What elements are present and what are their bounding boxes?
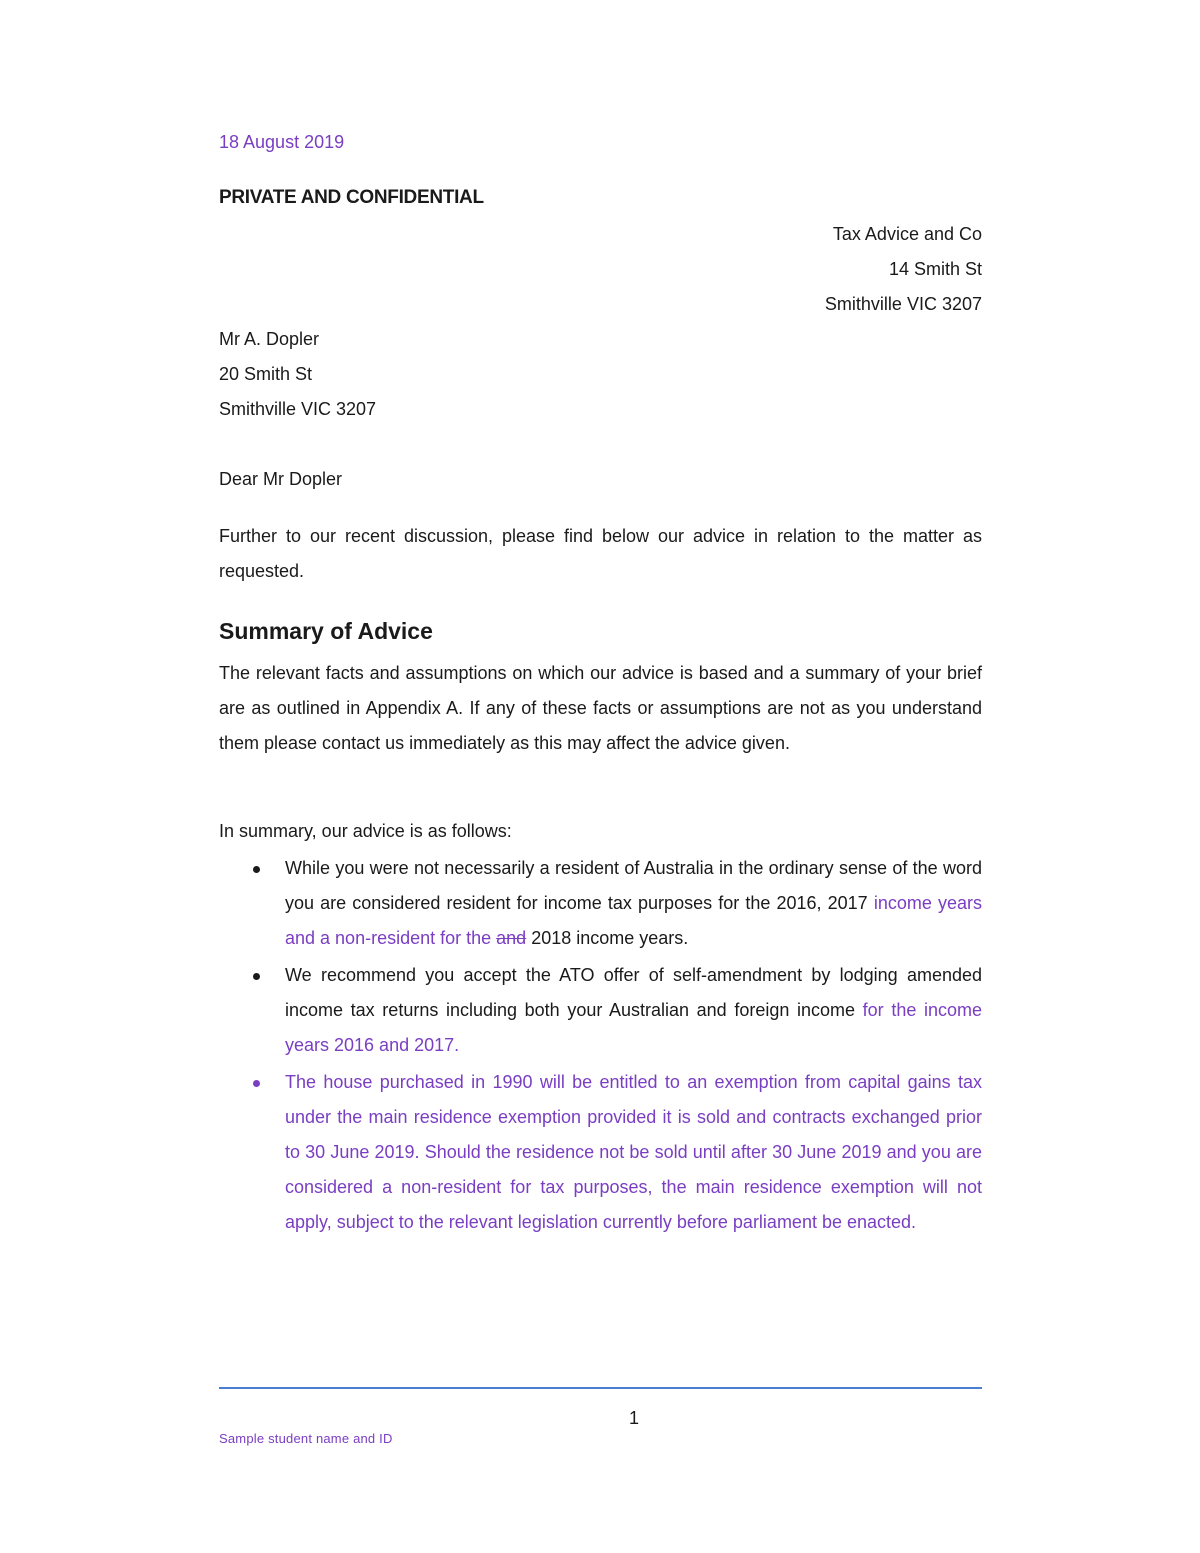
deleted-text: and — [496, 928, 527, 948]
footer-divider — [219, 1387, 982, 1389]
list-item — [219, 851, 982, 956]
recipient-street: 20 Smith St — [219, 364, 313, 384]
intro-paragraph: Further to our recent discussion, please find below our advice in relation to the matter as requested. — [219, 526, 982, 581]
bullet-text: 2018 income years. — [526, 928, 689, 948]
page-number: 1 — [628, 1408, 639, 1428]
bullet-text: While you were not necessarily a resident of Australia in the ordinary sense of the word you are considered resident for income tax purposes for the 2016, 2017 — [285, 858, 982, 913]
sender-city: Smithville VIC 3207 — [824, 294, 982, 314]
inserted-text: income years and a non-resident for the — [285, 893, 982, 948]
bullet-icon — [253, 973, 260, 980]
recipient-city: Smithville VIC 3207 — [219, 399, 377, 419]
confidential-label: PRIVATE AND CONFIDENTIAL — [219, 187, 484, 208]
recipient-address — [219, 322, 376, 427]
list-item — [219, 1065, 982, 1240]
in-summary-line: In summary, our advice is as follows: — [219, 821, 512, 841]
summary-heading: Summary of Advice — [219, 618, 433, 644]
inserted-text: for the income years 2016 and 2017. — [285, 1000, 982, 1055]
sender-address — [825, 217, 982, 322]
letter-date: 18 August 2019 — [219, 132, 345, 152]
inserted-text: The house purchased in 1990 will be entitled to an exemption from capital gains tax under the main residence exemption provided it is sold and contracts exchanged prior to 30 June 2019. Should the residence not be sold until after 30 June 2019 and you are considered a non-resident for tax purposes, the main residence exemption will not apply, subject to the relevant legislation currently before parliament be enacted. — [285, 1072, 982, 1232]
advice-list — [219, 851, 982, 1242]
letter-page — [219, 0, 982, 1553]
bullet-text: We recommend you accept the ATO offer of self-amendment by lodging amended income tax returns including both your Australian and foreign income — [285, 965, 982, 1020]
salutation: Dear Mr Dopler — [219, 469, 343, 489]
summary-paragraph: The relevant facts and assumptions on which our advice is based and a summary of your brief are as outlined in Appendix A. If any of these facts or assumptions are not as you understand them please contact us immediately as this may affect the advice given. — [219, 663, 982, 753]
list-item — [219, 958, 982, 1063]
bullet-icon — [253, 1080, 260, 1087]
recipient-name: Mr A. Dopler — [219, 329, 320, 349]
bullet-icon — [253, 866, 260, 873]
footer-student-label: Sample student name and ID — [219, 1431, 393, 1446]
sender-street: 14 Smith St — [888, 259, 982, 279]
sender-name: Tax Advice and Co — [832, 224, 982, 244]
